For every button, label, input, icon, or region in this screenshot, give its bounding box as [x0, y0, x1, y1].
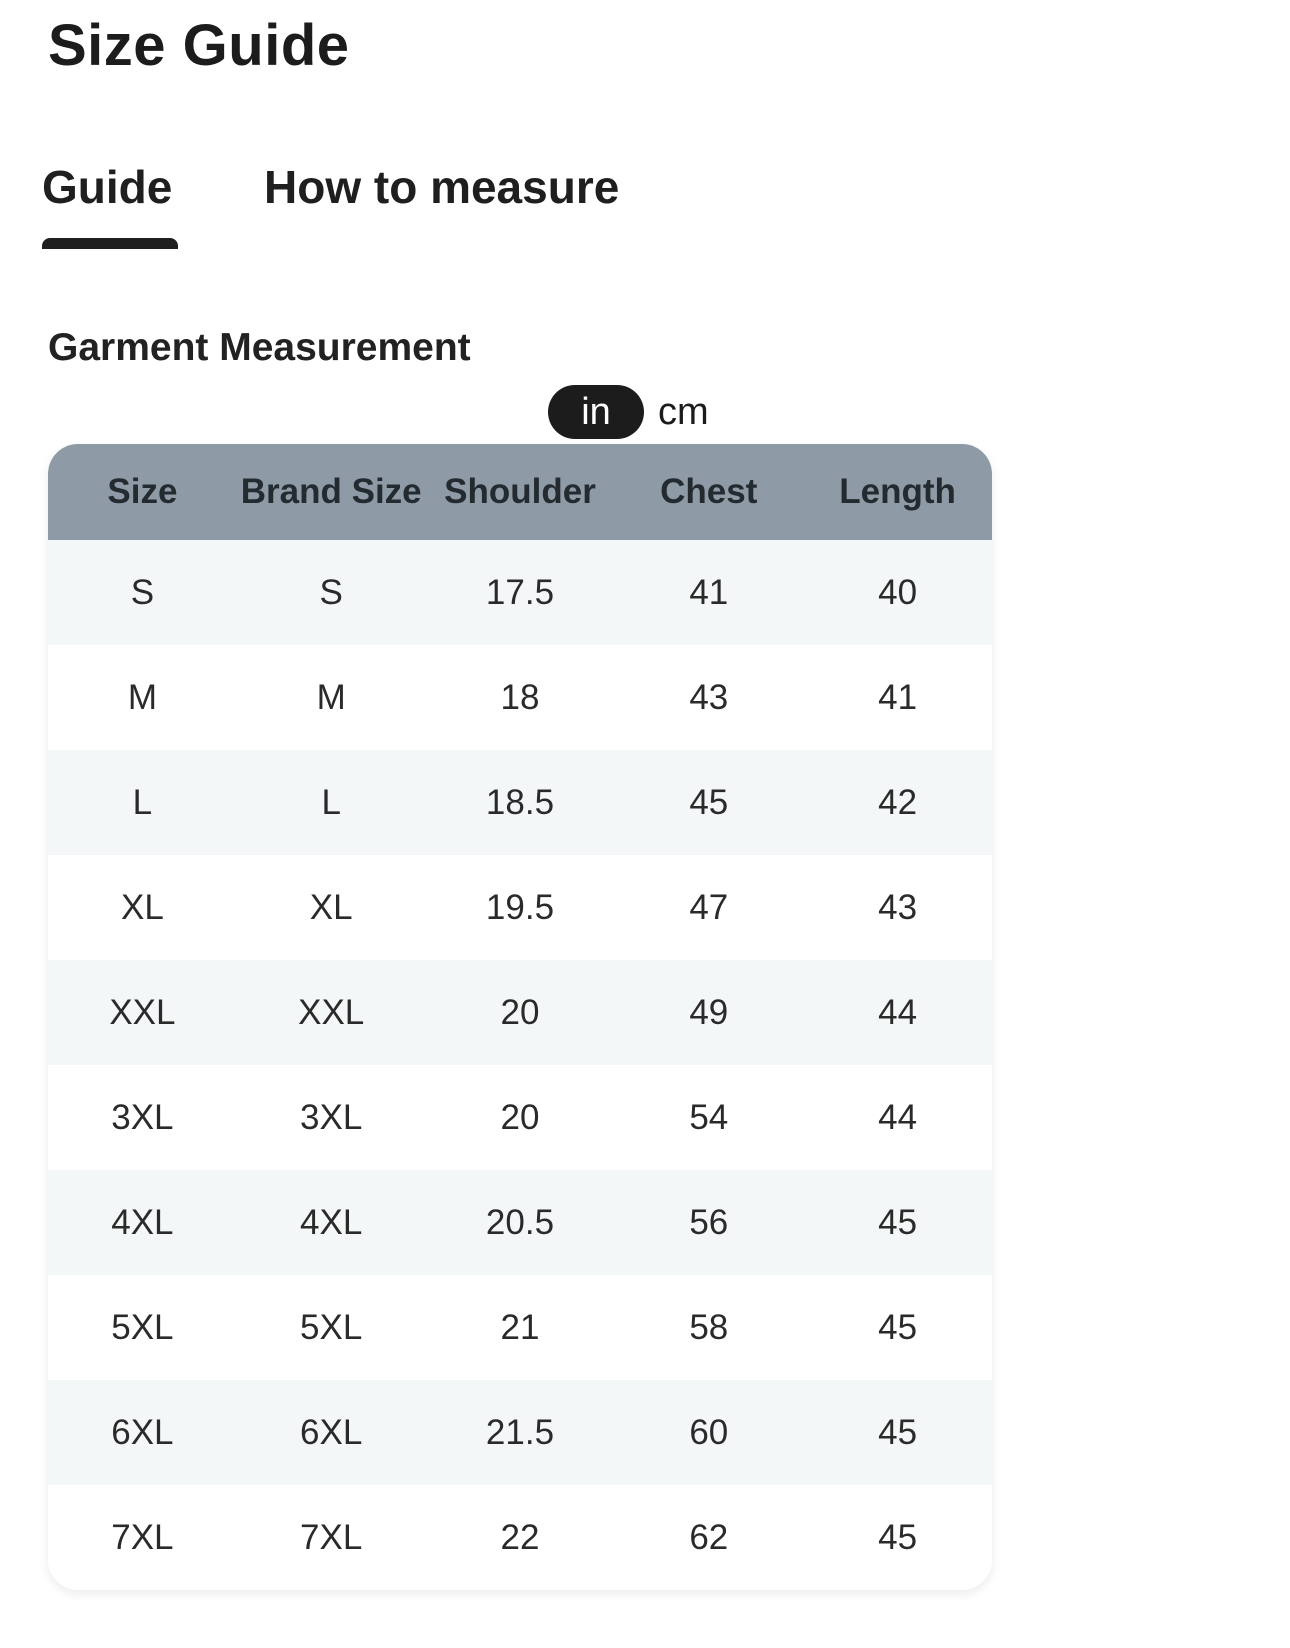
cell-chest: 41: [689, 572, 729, 612]
cell-chest: 62: [689, 1517, 729, 1557]
cell-size: S: [130, 572, 155, 612]
table-row: [48, 1485, 992, 1590]
cell-brand-size: L: [321, 782, 341, 822]
cell-shoulder: 18.5: [485, 782, 555, 822]
cell-shoulder: 22: [500, 1517, 540, 1557]
unit-toggle: [548, 385, 709, 439]
table-row: [48, 1275, 992, 1380]
cell-brand-size: 6XL: [300, 1412, 363, 1452]
table-row: [48, 960, 992, 1065]
table-row: [48, 645, 992, 750]
table-body: [48, 540, 992, 1590]
cell-brand-size: 5XL: [300, 1307, 363, 1347]
table-row: [48, 540, 992, 645]
cell-length: 43: [878, 887, 918, 927]
cell-length: 42: [878, 782, 918, 822]
cell-size: 7XL: [111, 1517, 174, 1557]
cell-brand-size: XXL: [298, 992, 365, 1032]
cell-shoulder: 21: [500, 1307, 540, 1347]
size-table: [48, 444, 992, 1590]
column-header-shoulder: Shoulder: [444, 472, 596, 511]
cell-length: 45: [878, 1412, 918, 1452]
table-row: [48, 855, 992, 960]
table-row: [48, 1170, 992, 1275]
tab-bar: [42, 160, 942, 250]
table-row: [48, 1380, 992, 1485]
cell-length: 44: [878, 992, 918, 1032]
cell-shoulder: 18: [500, 677, 540, 717]
page-title: Size Guide: [48, 13, 350, 78]
cell-chest: 58: [689, 1307, 729, 1347]
cell-size: 4XL: [111, 1202, 174, 1242]
active-tab-indicator: [42, 238, 178, 249]
cell-chest: 45: [689, 782, 729, 822]
table-row: [48, 1065, 992, 1170]
cell-length: 41: [878, 677, 918, 717]
cell-length: 45: [878, 1307, 918, 1347]
column-header-length: Length: [839, 472, 956, 511]
cell-brand-size: XL: [309, 887, 353, 927]
column-header-chest: Chest: [660, 472, 758, 511]
cell-size: 6XL: [111, 1412, 174, 1452]
section-title: Garment Measurement: [48, 326, 471, 369]
cell-chest: 54: [689, 1097, 729, 1137]
cell-brand-size: M: [316, 677, 346, 717]
cell-size: L: [132, 782, 153, 822]
unit-cm-button[interactable]: cm: [658, 390, 709, 433]
cell-brand-size: 3XL: [300, 1097, 363, 1137]
cell-brand-size: 7XL: [300, 1517, 363, 1557]
column-header-size: Size: [107, 472, 178, 511]
cell-chest: 47: [689, 887, 729, 927]
cell-length: 44: [878, 1097, 918, 1137]
cell-shoulder: 19.5: [485, 887, 555, 927]
cell-brand-size: 4XL: [300, 1202, 363, 1242]
cell-shoulder: 21.5: [485, 1412, 555, 1452]
cell-length: 40: [878, 572, 918, 612]
cell-chest: 43: [689, 677, 729, 717]
column-header-brand-size: Brand Size: [240, 472, 422, 511]
table-row: [48, 750, 992, 855]
cell-size: XL: [120, 887, 164, 927]
cell-size: XXL: [109, 992, 176, 1032]
tab-guide[interactable]: Guide: [42, 161, 173, 213]
cell-shoulder: 17.5: [485, 572, 555, 612]
cell-brand-size: S: [319, 572, 343, 612]
cell-shoulder: 20: [500, 992, 540, 1032]
cell-shoulder: 20.5: [485, 1202, 555, 1242]
cell-size: 5XL: [111, 1307, 174, 1347]
cell-size: 3XL: [111, 1097, 174, 1137]
cell-length: 45: [878, 1202, 918, 1242]
cell-chest: 60: [689, 1412, 729, 1452]
cell-shoulder: 20: [500, 1097, 540, 1137]
tab-how-to-measure[interactable]: How to measure: [264, 161, 620, 213]
cell-length: 45: [878, 1517, 918, 1557]
cell-chest: 49: [689, 992, 729, 1032]
unit-in-button[interactable]: in: [548, 385, 644, 439]
cell-size: M: [127, 677, 157, 717]
table-header-row: [48, 444, 992, 540]
cell-chest: 56: [689, 1202, 729, 1242]
